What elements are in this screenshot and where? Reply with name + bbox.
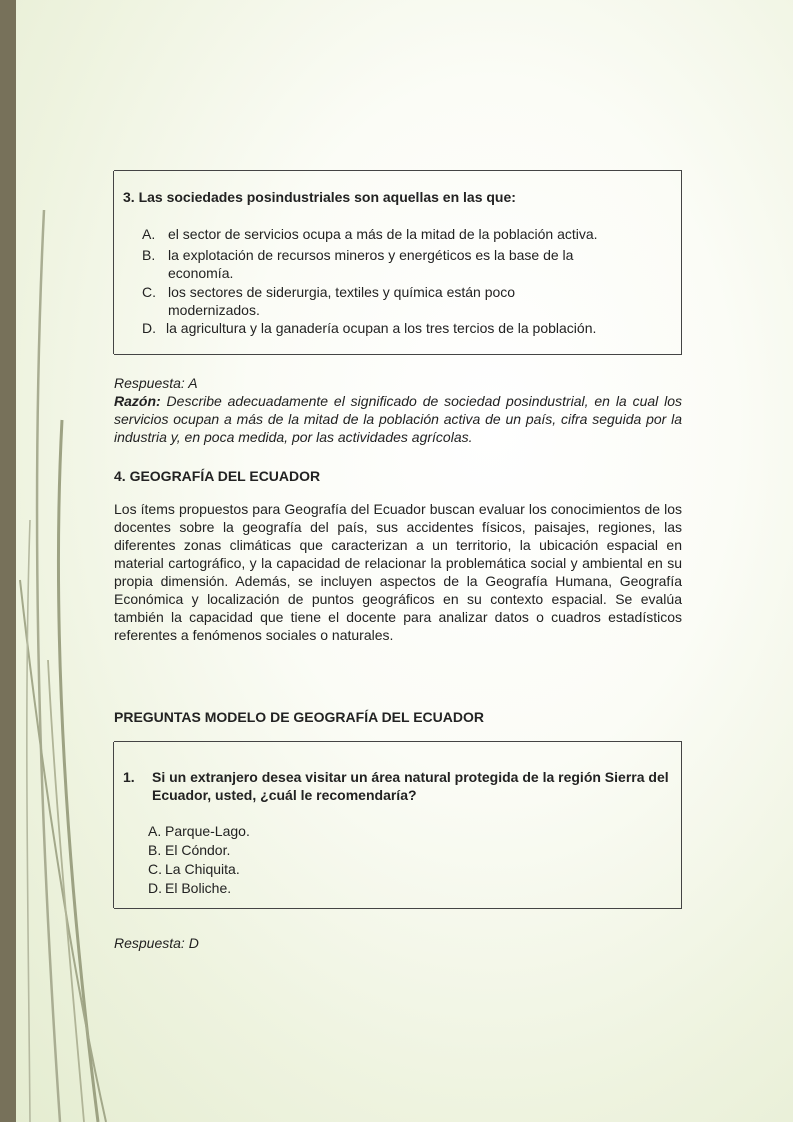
option-letter: D. bbox=[148, 880, 162, 896]
reason-3 bbox=[114, 392, 682, 446]
question-3-number: 3. bbox=[123, 189, 135, 205]
option-text: la agricultura y la ganadería ocupan a los tres tercios de la población. bbox=[166, 320, 597, 336]
answer-value: D bbox=[188, 935, 199, 951]
option-text: los sectores de siderurgia, textiles y química están poco modernizados. bbox=[168, 284, 516, 318]
question-3-text: Las sociedades posindustriales son aquellas en las que: bbox=[138, 189, 516, 205]
option-text: el sector de servicios ocupa a más de la mitad de la población activa. bbox=[168, 226, 598, 242]
reason-text: Describe adecuadamente el significado de sociedad posindustrial, en la cual los servicios ocupan a más de la mitad de la población activa de un país, cifra seguida por la industria y, en poca medida, por las actividades agrícolas. bbox=[114, 393, 683, 445]
answer-label: Respuesta: bbox=[114, 935, 185, 951]
option-letter: B. bbox=[148, 842, 162, 858]
section-4-heading: 4. GEOGRAFÍA DEL ECUADOR bbox=[114, 468, 321, 484]
reason-label: Razón: bbox=[114, 393, 161, 409]
answer-label: Respuesta: bbox=[114, 375, 185, 391]
option-letter: D. bbox=[142, 320, 156, 336]
option-letter: C. bbox=[142, 284, 156, 300]
option-letter: A. bbox=[148, 823, 162, 839]
option-text: La Chiquita. bbox=[165, 861, 240, 877]
answer-3 bbox=[114, 374, 682, 392]
option-letter: B. bbox=[142, 247, 156, 263]
question-3-box bbox=[114, 170, 682, 355]
option-text: Parque-Lago. bbox=[165, 823, 250, 839]
option-text: El Boliche. bbox=[165, 880, 232, 896]
section-4-paragraph: Los ítems propuestos para Geografía del Ecuador buscan evaluar los conocimientos de los docentes sobre la geografía del país, sus accidentes físicos, paisajes, regiones, las diferentes zonas climáticas que caracterizan a un territorio, la ubicación espacial en material cartográfico, y la capacidad de relacionar la problemática social y ambiental en su propia dimensión. Además, se incluyen aspectos de la Geografía Humana, Geografía Económica y localización de puntos geográficos en su contexto espacial. Se evalúa también la capacidad que tiene el docente para analizar datos o cuadros estadísticos referentes a fenómenos sociales o naturales. bbox=[114, 501, 682, 643]
model-questions-heading: PREGUNTAS MODELO DE GEOGRAFÍA DEL ECUADOR bbox=[114, 709, 484, 725]
option-text: la explotación de recursos mineros y energéticos es la base de la economía. bbox=[168, 247, 574, 281]
option-text: El Cóndor. bbox=[165, 842, 231, 858]
answer-1 bbox=[114, 934, 682, 952]
question-1-text: Si un extranjero desea visitar un área natural protegida de la región Sierra del Ecuador, usted, ¿cuál le recomendaría? bbox=[152, 769, 669, 803]
question-1-box bbox=[114, 741, 682, 909]
question-1-number: 1. bbox=[123, 769, 135, 785]
answer-value: A bbox=[188, 375, 198, 391]
option-letter: C. bbox=[148, 861, 162, 877]
option-letter: A. bbox=[142, 226, 156, 242]
question-3-title bbox=[123, 189, 516, 205]
